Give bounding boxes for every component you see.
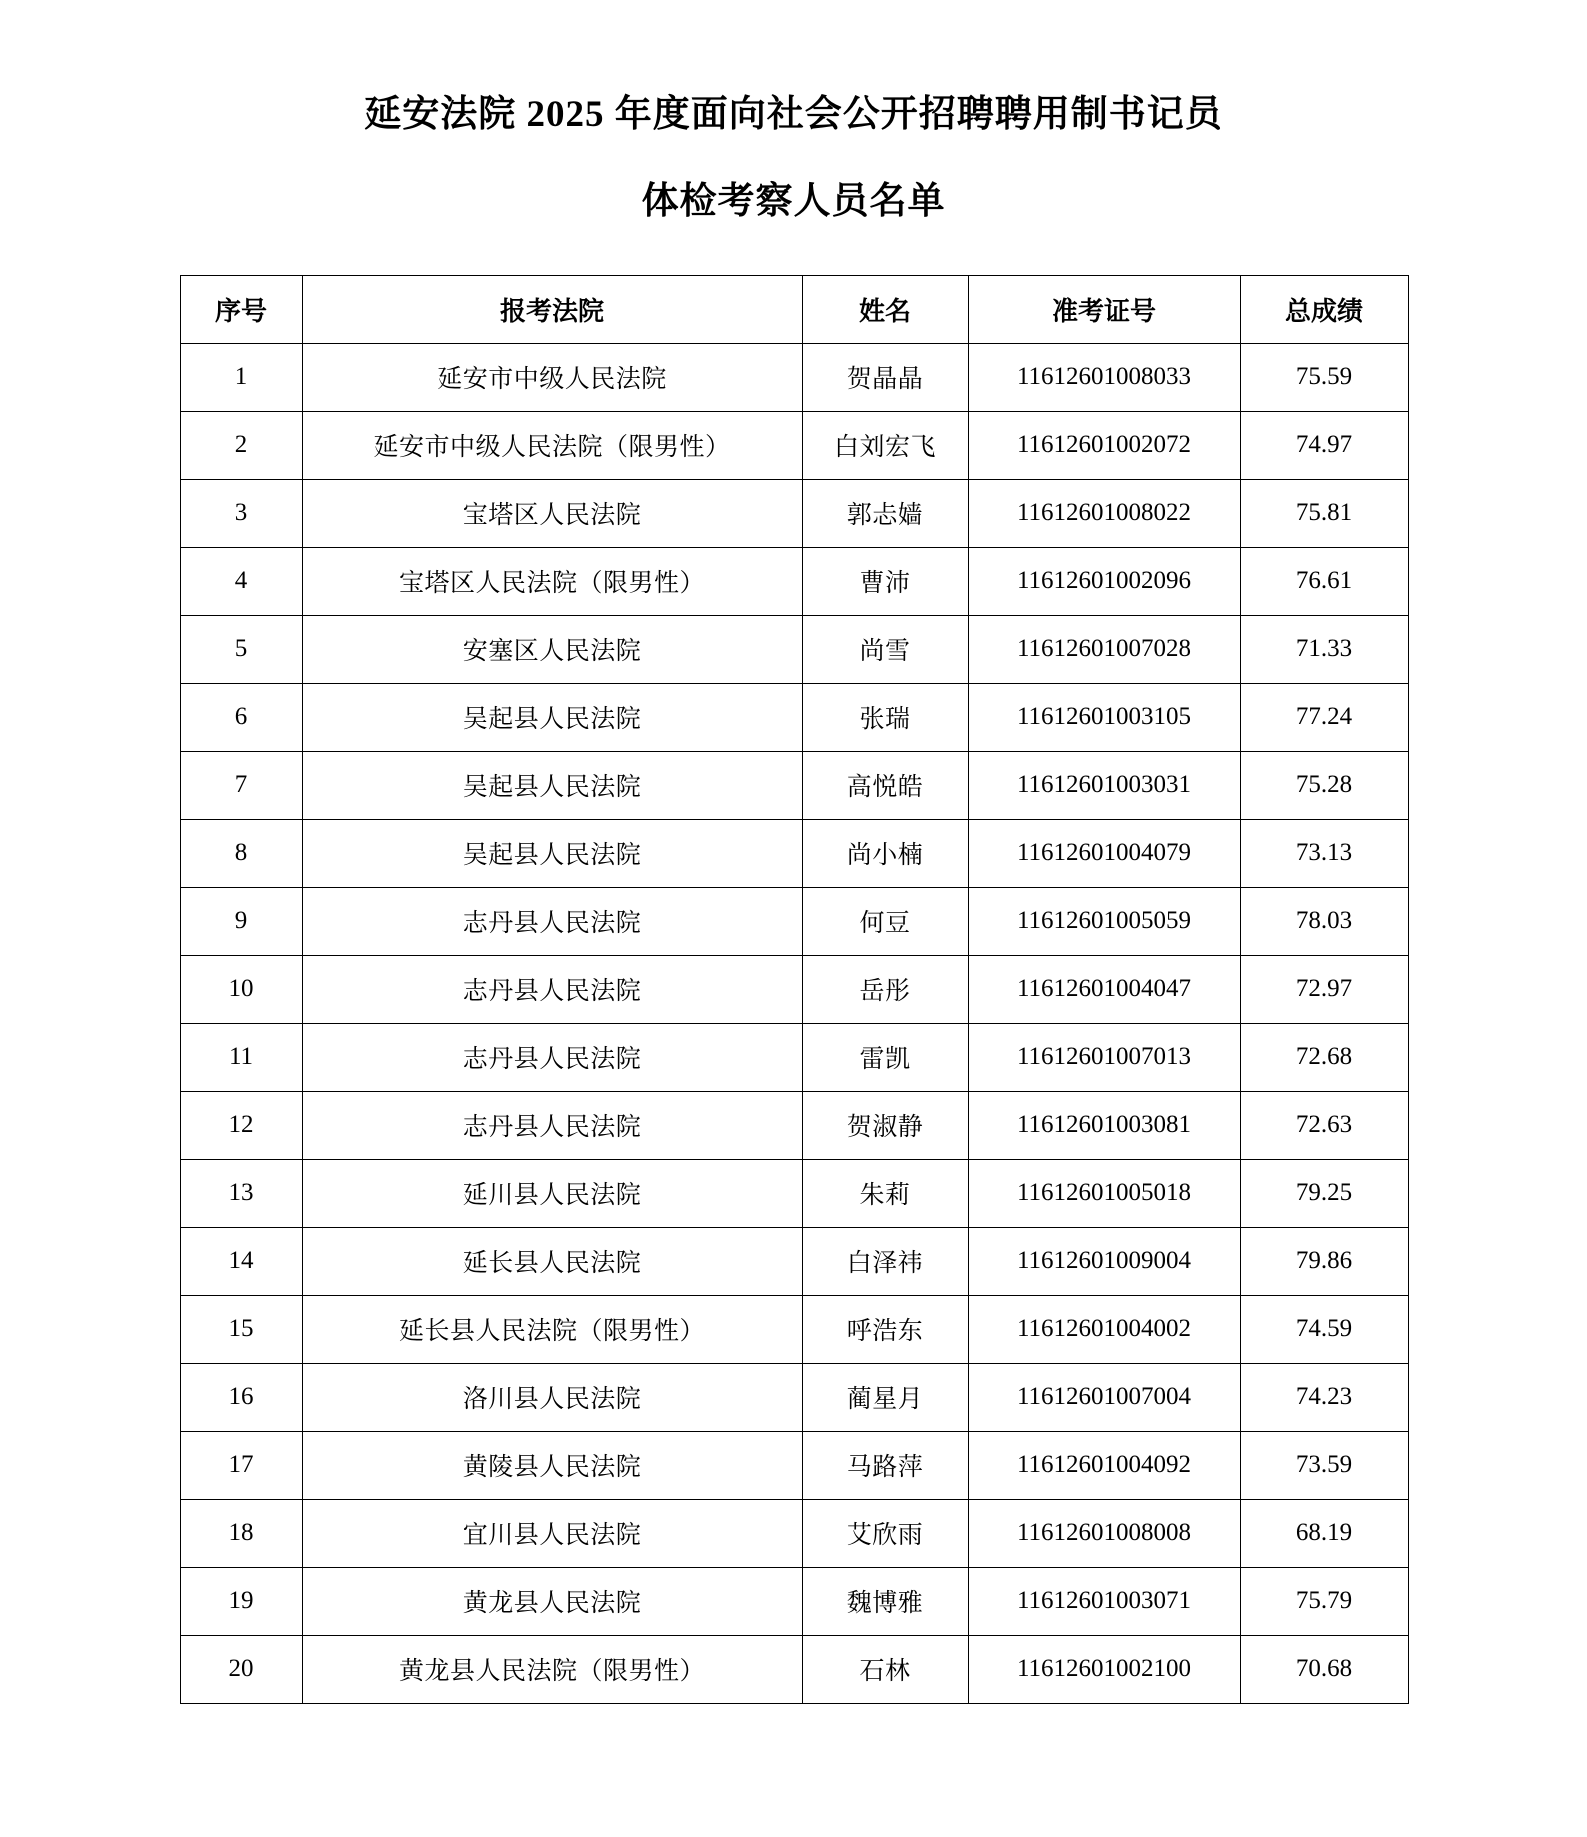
cell-total-score: 74.59 <box>1240 1295 1408 1363</box>
cell-court: 延安市中级人民法院 <box>302 343 802 411</box>
cell-index: 4 <box>180 547 302 615</box>
cell-exam-number: 11612601007028 <box>968 615 1240 683</box>
cell-index: 20 <box>180 1635 302 1703</box>
cell-court: 志丹县人民法院 <box>302 1023 802 1091</box>
cell-name: 蔺星月 <box>802 1363 968 1431</box>
cell-exam-number: 11612601003105 <box>968 683 1240 751</box>
table-row <box>180 819 1408 887</box>
cell-exam-number: 11612601004002 <box>968 1295 1240 1363</box>
table-row <box>180 1227 1408 1295</box>
cell-court: 宜川县人民法院 <box>302 1499 802 1567</box>
table-row <box>180 1635 1408 1703</box>
cell-court: 宝塔区人民法院（限男性） <box>302 547 802 615</box>
cell-exam-number: 11612601004092 <box>968 1431 1240 1499</box>
roster-table <box>180 275 1409 1704</box>
cell-total-score: 71.33 <box>1240 615 1408 683</box>
cell-index: 19 <box>180 1567 302 1635</box>
table-header <box>180 275 1408 343</box>
cell-court: 黄龙县人民法院（限男性） <box>302 1635 802 1703</box>
cell-total-score: 70.68 <box>1240 1635 1408 1703</box>
column-header-exam-number: 准考证号 <box>968 275 1240 343</box>
cell-index: 7 <box>180 751 302 819</box>
cell-name: 马路萍 <box>802 1431 968 1499</box>
cell-index: 16 <box>180 1363 302 1431</box>
cell-name: 雷凯 <box>802 1023 968 1091</box>
cell-name: 白泽祎 <box>802 1227 968 1295</box>
cell-total-score: 74.23 <box>1240 1363 1408 1431</box>
cell-exam-number: 11612601002096 <box>968 547 1240 615</box>
table-row <box>180 1363 1408 1431</box>
cell-total-score: 68.19 <box>1240 1499 1408 1567</box>
table-row <box>180 1159 1408 1227</box>
column-header-court: 报考法院 <box>302 275 802 343</box>
cell-exam-number: 11612601008022 <box>968 479 1240 547</box>
cell-court: 延川县人民法院 <box>302 1159 802 1227</box>
cell-exam-number: 11612601002100 <box>968 1635 1240 1703</box>
cell-total-score: 79.25 <box>1240 1159 1408 1227</box>
cell-court: 志丹县人民法院 <box>302 955 802 1023</box>
cell-court: 志丹县人民法院 <box>302 1091 802 1159</box>
table-row <box>180 547 1408 615</box>
table-row <box>180 411 1408 479</box>
cell-exam-number: 11612601008008 <box>968 1499 1240 1567</box>
cell-name: 张瑞 <box>802 683 968 751</box>
cell-court: 吴起县人民法院 <box>302 819 802 887</box>
table-body <box>180 343 1408 1703</box>
table-row <box>180 751 1408 819</box>
cell-exam-number: 11612601003031 <box>968 751 1240 819</box>
cell-total-score: 79.86 <box>1240 1227 1408 1295</box>
cell-total-score: 72.63 <box>1240 1091 1408 1159</box>
cell-total-score: 77.24 <box>1240 683 1408 751</box>
table-row <box>180 615 1408 683</box>
cell-court: 吴起县人民法院 <box>302 751 802 819</box>
cell-exam-number: 11612601005018 <box>968 1159 1240 1227</box>
cell-court: 吴起县人民法院 <box>302 683 802 751</box>
cell-name: 何豆 <box>802 887 968 955</box>
cell-index: 9 <box>180 887 302 955</box>
roster-table-container <box>180 275 1408 1704</box>
cell-total-score: 76.61 <box>1240 547 1408 615</box>
cell-name: 艾欣雨 <box>802 1499 968 1567</box>
cell-name: 呼浩东 <box>802 1295 968 1363</box>
page-title-line-1: 延安法院 2025 年度面向社会公开招聘聘用制书记员 <box>364 94 1223 135</box>
cell-court: 延长县人民法院 <box>302 1227 802 1295</box>
cell-index: 8 <box>180 819 302 887</box>
cell-total-score: 74.97 <box>1240 411 1408 479</box>
cell-court: 黄陵县人民法院 <box>302 1431 802 1499</box>
cell-name: 贺淑静 <box>802 1091 968 1159</box>
table-row <box>180 955 1408 1023</box>
cell-name: 郭忐嫱 <box>802 479 968 547</box>
column-header-index: 序号 <box>180 275 302 343</box>
cell-name: 朱莉 <box>802 1159 968 1227</box>
cell-index: 2 <box>180 411 302 479</box>
cell-exam-number: 11612601002072 <box>968 411 1240 479</box>
cell-court: 延安市中级人民法院（限男性） <box>302 411 802 479</box>
cell-exam-number: 11612601004079 <box>968 819 1240 887</box>
cell-total-score: 75.59 <box>1240 343 1408 411</box>
cell-exam-number: 11612601008033 <box>968 343 1240 411</box>
cell-total-score: 75.81 <box>1240 479 1408 547</box>
table-row <box>180 1091 1408 1159</box>
cell-name: 曹沛 <box>802 547 968 615</box>
table-row <box>180 683 1408 751</box>
cell-exam-number: 11612601004047 <box>968 955 1240 1023</box>
cell-court: 延长县人民法院（限男性） <box>302 1295 802 1363</box>
cell-exam-number: 11612601007013 <box>968 1023 1240 1091</box>
table-row <box>180 1295 1408 1363</box>
table-row <box>180 887 1408 955</box>
table-row <box>180 479 1408 547</box>
cell-court: 志丹县人民法院 <box>302 887 802 955</box>
cell-exam-number: 11612601003081 <box>968 1091 1240 1159</box>
cell-index: 1 <box>180 343 302 411</box>
cell-exam-number: 11612601007004 <box>968 1363 1240 1431</box>
column-header-total-score: 总成绩 <box>1240 275 1408 343</box>
cell-court: 宝塔区人民法院 <box>302 479 802 547</box>
cell-name: 白刘宏飞 <box>802 411 968 479</box>
cell-total-score: 73.13 <box>1240 819 1408 887</box>
cell-index: 17 <box>180 1431 302 1499</box>
cell-name: 岳彤 <box>802 955 968 1023</box>
cell-name: 石林 <box>802 1635 968 1703</box>
cell-exam-number: 11612601005059 <box>968 887 1240 955</box>
cell-name: 贺晶晶 <box>802 343 968 411</box>
cell-index: 3 <box>180 479 302 547</box>
cell-name: 尚小楠 <box>802 819 968 887</box>
cell-index: 18 <box>180 1499 302 1567</box>
table-row <box>180 1499 1408 1567</box>
cell-name: 魏博雅 <box>802 1567 968 1635</box>
cell-court: 安塞区人民法院 <box>302 615 802 683</box>
table-row <box>180 343 1408 411</box>
table-row <box>180 1431 1408 1499</box>
table-row <box>180 1567 1408 1635</box>
cell-index: 13 <box>180 1159 302 1227</box>
table-header-row <box>180 275 1408 343</box>
cell-name: 高悦皓 <box>802 751 968 819</box>
cell-exam-number: 11612601003071 <box>968 1567 1240 1635</box>
cell-total-score: 72.97 <box>1240 955 1408 1023</box>
page-title-line-2: 体检考察人员名单 <box>641 181 946 223</box>
cell-exam-number: 11612601009004 <box>968 1227 1240 1295</box>
cell-total-score: 75.79 <box>1240 1567 1408 1635</box>
cell-total-score: 78.03 <box>1240 887 1408 955</box>
cell-index: 6 <box>180 683 302 751</box>
cell-total-score: 72.68 <box>1240 1023 1408 1091</box>
page-title <box>214 86 1374 231</box>
cell-court: 黄龙县人民法院 <box>302 1567 802 1635</box>
cell-index: 5 <box>180 615 302 683</box>
cell-index: 10 <box>180 955 302 1023</box>
cell-index: 14 <box>180 1227 302 1295</box>
column-header-name: 姓名 <box>802 275 968 343</box>
cell-name: 尚雪 <box>802 615 968 683</box>
table-row <box>180 1023 1408 1091</box>
cell-court: 洛川县人民法院 <box>302 1363 802 1431</box>
cell-index: 12 <box>180 1091 302 1159</box>
cell-index: 15 <box>180 1295 302 1363</box>
cell-index: 11 <box>180 1023 302 1091</box>
cell-total-score: 75.28 <box>1240 751 1408 819</box>
cell-total-score: 73.59 <box>1240 1431 1408 1499</box>
